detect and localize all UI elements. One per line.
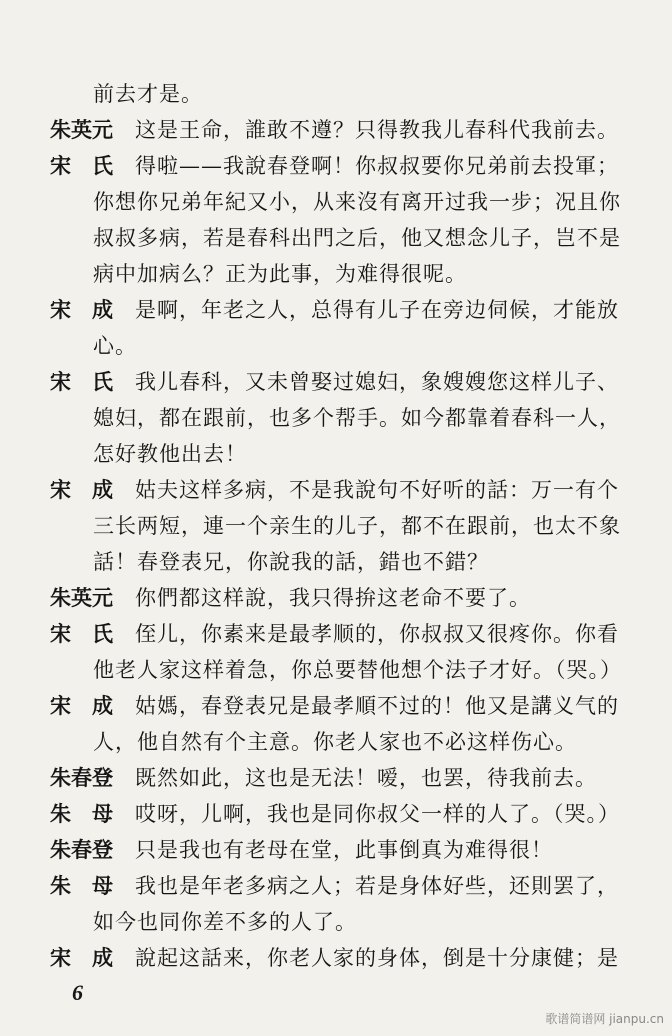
speaker-label: 宋 成 <box>50 297 113 322</box>
line-text: 你想你兄弟年紀又小，从来沒有离开过我一步；况且你 <box>93 190 621 214</box>
speaker-label: 宋 氏 <box>50 153 113 178</box>
line-text: 病中加病么？正为此事，为难得很呢。 <box>93 262 467 286</box>
line-text: 是啊，年老之人，总得有儿子在旁边伺候，才能放 <box>135 298 619 322</box>
line-text: 叔叔多病，若是春科出門之后，他又想念儿子，岂不是 <box>93 226 621 250</box>
line-text: 姑夫这样多病，不是我說句不好听的話：万一有个 <box>135 478 619 502</box>
speaker-label: 朱春登 <box>50 765 113 790</box>
line-text: 我儿春科，又未曾娶过媳妇，象嫂嫂您这样儿子、 <box>135 370 619 394</box>
speaker-label: 朱 母 <box>50 873 113 898</box>
line-text: 怎好教他出去！ <box>93 442 247 466</box>
speaker-label: 宋 氏 <box>50 369 113 394</box>
line-text: 媳妇，都在跟前，也多个帮手。如今都靠着春科一人， <box>93 406 621 430</box>
line-text: 既然如此，这也是无法！嗳，也罢，待我前去。 <box>135 766 597 790</box>
line-text: 侄儿，你素来是最孝顺的，你叔叔又很疼你。你看 <box>135 622 619 646</box>
speaker-label: 朱春登 <box>50 837 113 862</box>
speaker-label: 宋 成 <box>50 477 113 502</box>
line-text: 心。 <box>93 334 137 358</box>
line-text: 人，他自然有个主意。你老人家也不必这样伤心。 <box>93 730 577 754</box>
speaker-label: 朱英元 <box>50 117 113 142</box>
line-text: 我也是年老多病之人；若是身体好些，还則罢了， <box>135 874 619 898</box>
speaker-label: 宋 氏 <box>50 621 113 646</box>
page-number: 6 <box>72 980 83 1005</box>
line-text: 前去才是。 <box>93 82 203 106</box>
line-text: 三长两短，連一个亲生的儿子，都不在跟前，也太不象 <box>93 514 621 538</box>
line-text: 得啦——我說春登啊！你叔叔要你兄弟前去投軍； <box>135 154 619 178</box>
line-text: 你們都这样說，我只得拚这老命不要了。 <box>135 586 531 610</box>
line-text: 他老人家这样着急，你总要替他想个法子才好。（哭。） <box>93 658 622 682</box>
speaker-label: 朱 母 <box>50 801 113 826</box>
line-text: 这是王命，誰敢不遵？只得教我儿春科代我前去。 <box>135 118 619 142</box>
line-text: 話！春登表兄，你說我的話，錯也不錯？ <box>93 550 489 574</box>
line-text: 說起这話来，你老人家的身体，倒是十分康健；是 <box>135 946 619 970</box>
line-text: 哎呀，儿啊，我也是同你叔父一样的人了。（哭。） <box>135 802 620 826</box>
line-text: 姑媽，春登表兄是最孝順不过的！他又是講义气的 <box>135 694 619 718</box>
line-text: 只是我也有老母在堂，此事倒真为难得很！ <box>135 838 553 862</box>
line-text: 如今也同你差不多的人了。 <box>93 910 357 934</box>
speaker-label: 宋 成 <box>50 693 113 718</box>
speaker-label: 朱英元 <box>50 585 113 610</box>
speaker-label: 宋 成 <box>50 945 113 970</box>
watermark: 歌谱简谱网 jianpu.cn <box>545 1012 664 1026</box>
